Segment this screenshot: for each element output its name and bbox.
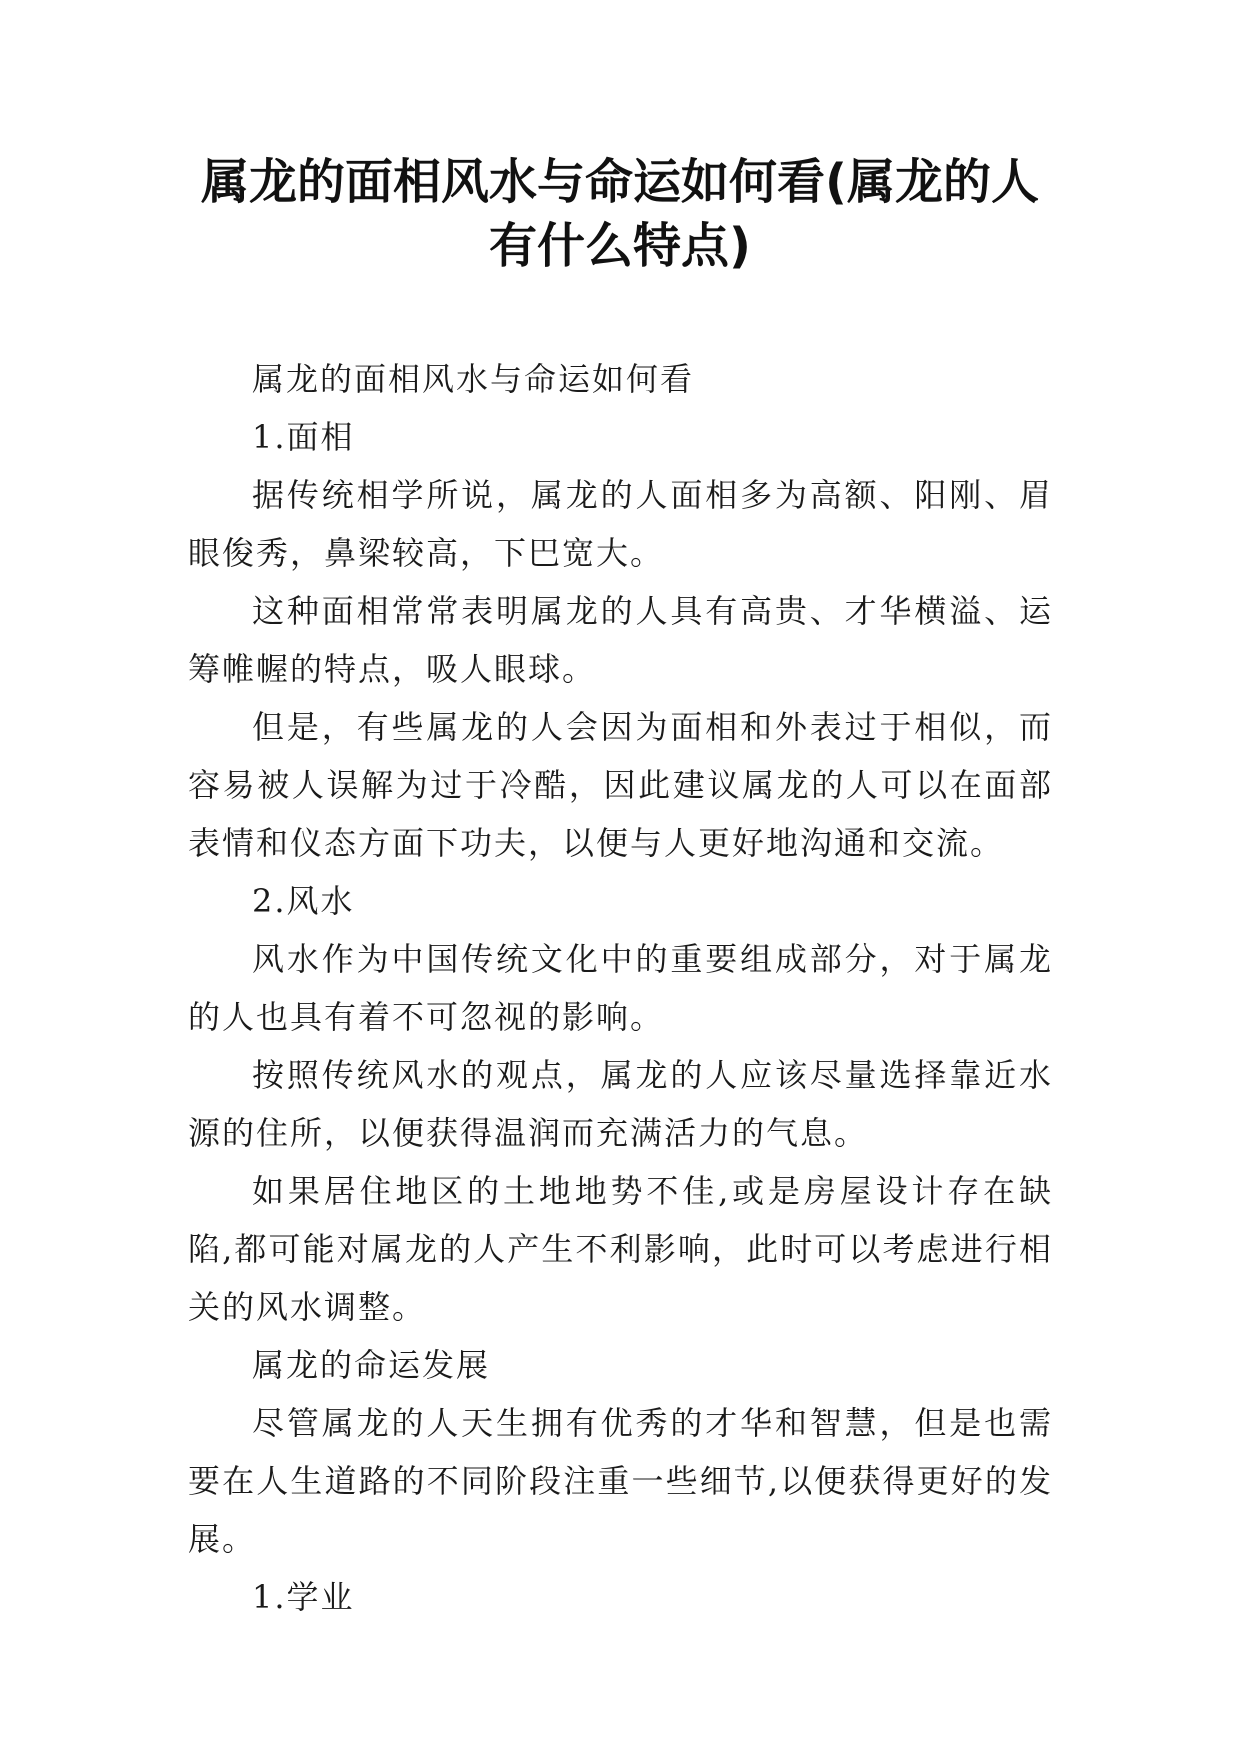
paragraph: 如果居住地区的土地地势不佳,或是房屋设计存在缺陷,都可能对属龙的人产生不利影响，此时可以考虑进行相关的风水调整。 [188,1172,1053,1326]
paragraph-subheading-study: 1.学业 [252,1578,355,1616]
paragraph-section-heading: 属龙的面相风水与命运如何看 [252,360,695,398]
paragraph: 尽管属龙的人天生拥有优秀的才华和智慧，但是也需要在人生道路的不同阶段注重一些细节,以便获得更好的发展。 [188,1404,1053,1558]
paragraph-subheading-fengshui: 2.风水 [252,882,355,920]
paragraph: 风水作为中国传统文化中的重要组成部分，对于属龙的人也具有着不可忽视的影响。 [188,940,1053,1036]
document-title: 属龙的面相风水与命运如何看(属龙的人有什么特点) [201,154,1039,274]
paragraph-subheading-face: 1.面相 [252,418,355,456]
paragraph-section-heading-destiny: 属龙的命运发展 [252,1346,491,1384]
paragraph: 这种面相常常表明属龙的人具有高贵、才华横溢、运筹帷幄的特点，吸人眼球。 [188,592,1053,688]
paragraph: 据传统相学所说，属龙的人面相多为高额、阳刚、眉眼俊秀，鼻梁较高，下巴宽大。 [188,476,1053,572]
document-body [188,350,1053,1626]
paragraph: 按照传统风水的观点，属龙的人应该尽量选择靠近水源的住所，以便获得温润而充满活力的气息。 [188,1056,1053,1152]
paragraph: 但是，有些属龙的人会因为面相和外表过于相似，而容易被人误解为过于冷酷，因此建议属龙的人可以在面部表情和仪态方面下功夫，以便与人更好地沟通和交流。 [188,708,1053,862]
